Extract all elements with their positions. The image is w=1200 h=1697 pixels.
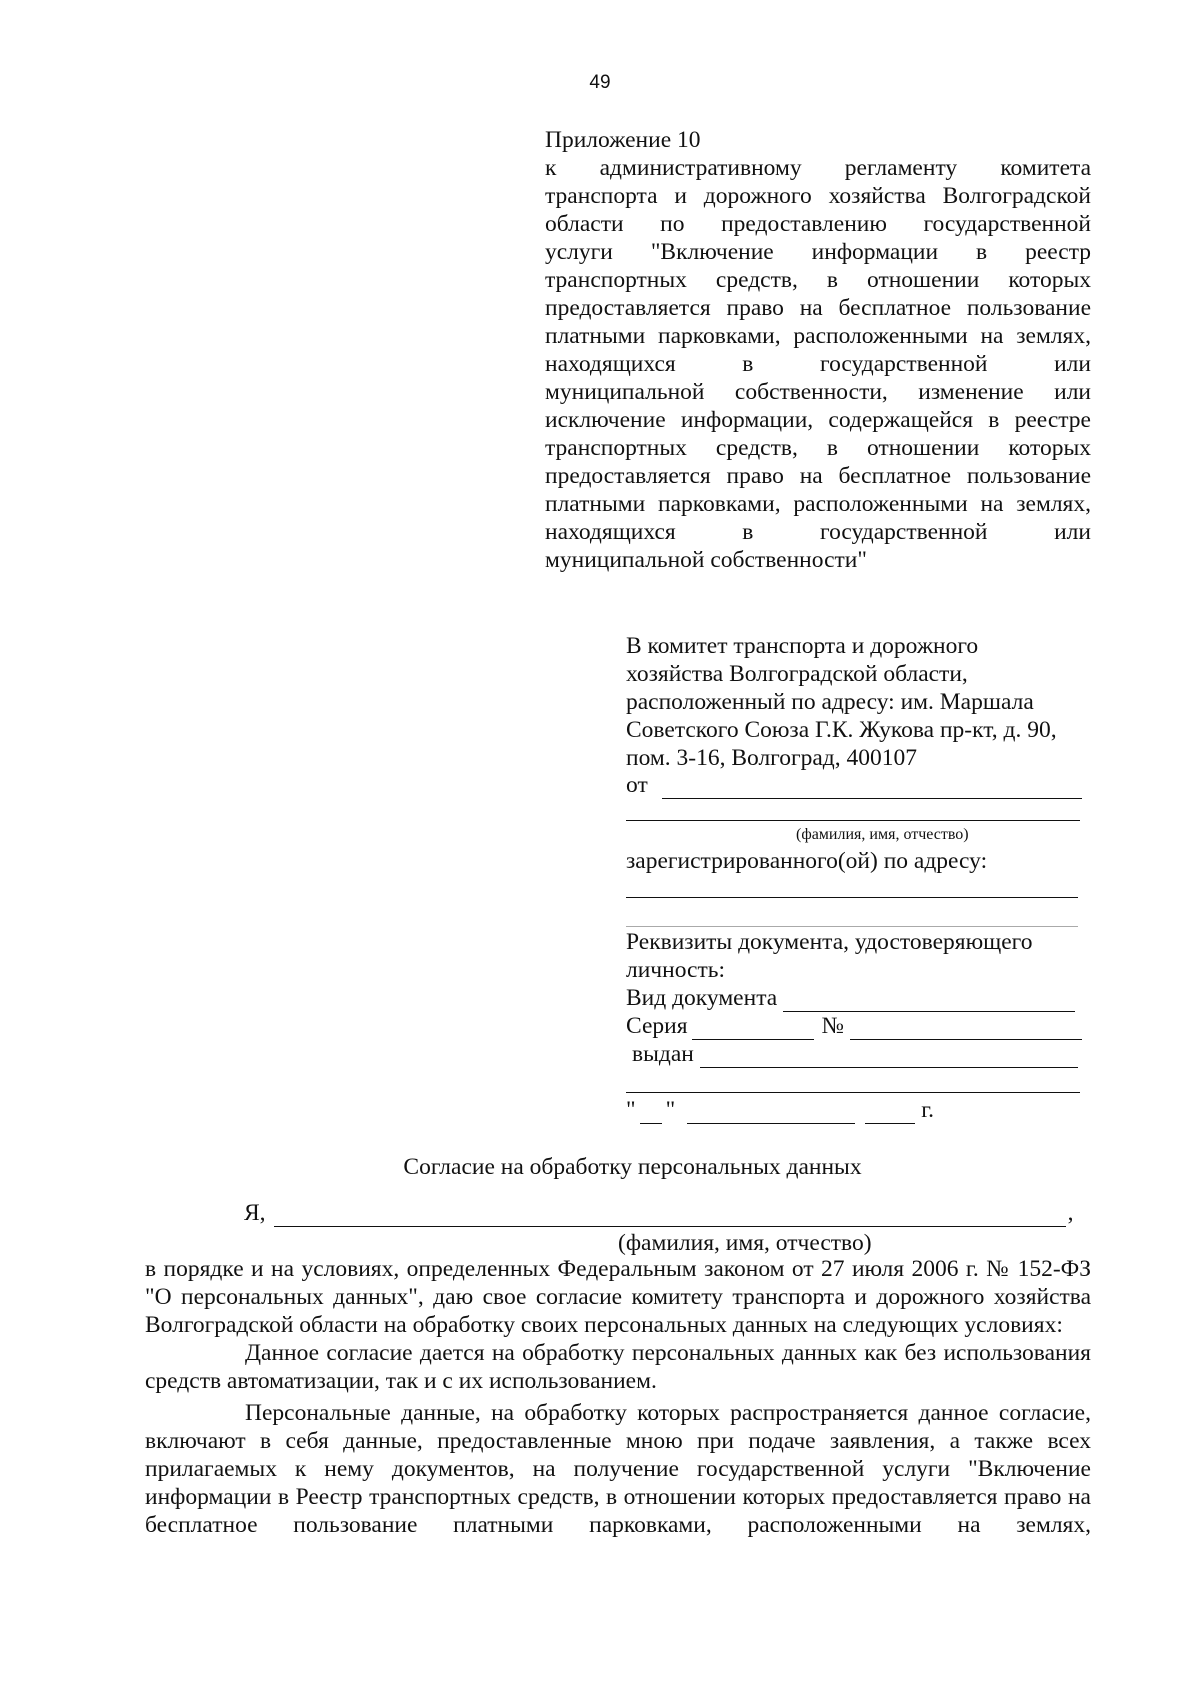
series-label: Серия xyxy=(626,1013,688,1039)
appendix-line: платными парковками, расположенными на землях, xyxy=(545,491,1091,517)
date-month-input-line[interactable] xyxy=(687,1101,855,1124)
appendix-line: области по предоставлению государственной xyxy=(545,211,1091,237)
doc-type-input-line[interactable] xyxy=(783,989,1075,1012)
addressee-block xyxy=(626,632,1081,772)
appendix-line: предоставляется право на бесплатное пользование xyxy=(545,463,1091,489)
id-doc-heading-row xyxy=(626,929,1032,956)
consent-paragraph-1: в порядке и на условиях, определенных Федеральным законом от 27 июля 2006 г. № 152-ФЗ "О персональных данных", даю свое согласие комитету транспорта и дорожного хозяйства Волгоградской области на обработку своих персональных данных на следующих условиях: xyxy=(145,1256,1091,1338)
issued-label: выдан xyxy=(632,1041,694,1067)
appendix-line: услуги "Включение информации в реестр xyxy=(545,239,1091,265)
consent-paragraph-3: Персональные данные, на обработку которых распространяется данное согласие, включают в себя данные, предоставленные мною при подаче заявления, а также всех прилагаемых к нему документов, на получение государственной услуги "Включение информации в Реестр транспортных средств, в отношении которых предоставляется право на бесплатное пользование платными парковками, расположенными на землях, xyxy=(145,1400,1091,1538)
appendix-line: транспортных средств, в отношении которых xyxy=(545,435,1091,461)
consent-comma: , xyxy=(1067,1200,1074,1226)
appendix-line: транспортных средств, в отношении которых xyxy=(545,267,1091,293)
appendix-line: транспорта и дорожного хозяйства Волгоградской xyxy=(545,183,1091,209)
appendix-header xyxy=(545,126,1091,574)
addressee-line: расположенный по адресу: им. Маршала xyxy=(626,689,1034,715)
address-input-line[interactable] xyxy=(626,897,1078,898)
from-name-second-line[interactable] xyxy=(626,820,1080,821)
consent-body xyxy=(145,1255,1091,1539)
i-label: Я, xyxy=(244,1200,266,1226)
registered-label-row xyxy=(626,848,987,875)
appendix-line: находящихся в государственной или xyxy=(545,351,1091,377)
date-quote-open: " xyxy=(626,1097,636,1123)
addressee-line: хозяйства Волгоградской области, xyxy=(626,661,968,687)
issued-row xyxy=(632,1041,1078,1068)
consent-fio-input-line[interactable] xyxy=(274,1204,1066,1227)
appendix-line: к административному регламенту комитета xyxy=(545,155,1091,181)
fio-caption-small: (фамилия, имя, отчество) xyxy=(796,826,969,843)
registered-label: зарегистрированного(ой) по адресу: xyxy=(626,848,988,874)
date-day-input-line[interactable] xyxy=(640,1101,662,1124)
appendix-line: платными парковками, расположенными на землях, xyxy=(545,323,1091,349)
address-input-line-2[interactable] xyxy=(626,926,1078,927)
addressee-line: В комитет транспорта и дорожного xyxy=(626,633,979,659)
consent-fio-caption: (фамилия, имя, отчество) xyxy=(618,1230,872,1256)
from-name-input-line[interactable] xyxy=(662,776,1082,799)
appendix-line: исключение информации, содержащейся в реестре xyxy=(545,407,1091,433)
year-suffix: г. xyxy=(921,1097,935,1123)
series-number-row xyxy=(626,1013,1082,1040)
id-doc-heading-2: личность: xyxy=(626,957,725,983)
doc-type-row xyxy=(626,985,1075,1012)
date-row xyxy=(626,1097,934,1124)
addressee-line: Советского Союза Г.К. Жукова пр-кт, д. 90, xyxy=(626,717,1057,743)
number-input-line[interactable] xyxy=(850,1017,1082,1040)
appendix-line: находящихся в государственной или xyxy=(545,519,1091,545)
id-doc-heading-row-2 xyxy=(626,957,725,984)
consent-paragraph-2: Данное согласие дается на обработку персональных данных как без использования средств автоматизации, так и с их использованием. xyxy=(145,1340,1091,1394)
date-year-input-line[interactable] xyxy=(865,1101,915,1124)
from-label: от xyxy=(626,772,648,798)
appendix-line: предоставляется право на бесплатное пользование xyxy=(545,295,1091,321)
consent-name-row xyxy=(244,1200,1073,1227)
number-label: № xyxy=(821,1013,844,1039)
consent-title: Согласие на обработку персональных данных xyxy=(403,1154,862,1180)
doc-type-label: Вид документа xyxy=(626,985,778,1011)
page-number: 49 xyxy=(589,72,611,93)
from-field-row xyxy=(626,772,1082,799)
addressee-line: пом. 3-16, Волгоград, 400107 xyxy=(626,745,917,771)
appendix-line-last: муниципальной собственности" xyxy=(545,547,867,573)
issued-input-line-2[interactable] xyxy=(626,1092,1080,1093)
series-input-line[interactable] xyxy=(692,1017,814,1040)
appendix-title: Приложение 10 xyxy=(545,127,701,153)
id-doc-heading: Реквизиты документа, удостоверяющего xyxy=(626,929,1033,955)
issued-input-line[interactable] xyxy=(700,1045,1078,1068)
date-quote-close: " xyxy=(665,1097,676,1123)
appendix-line: муниципальной собственности, изменение или xyxy=(545,379,1091,405)
